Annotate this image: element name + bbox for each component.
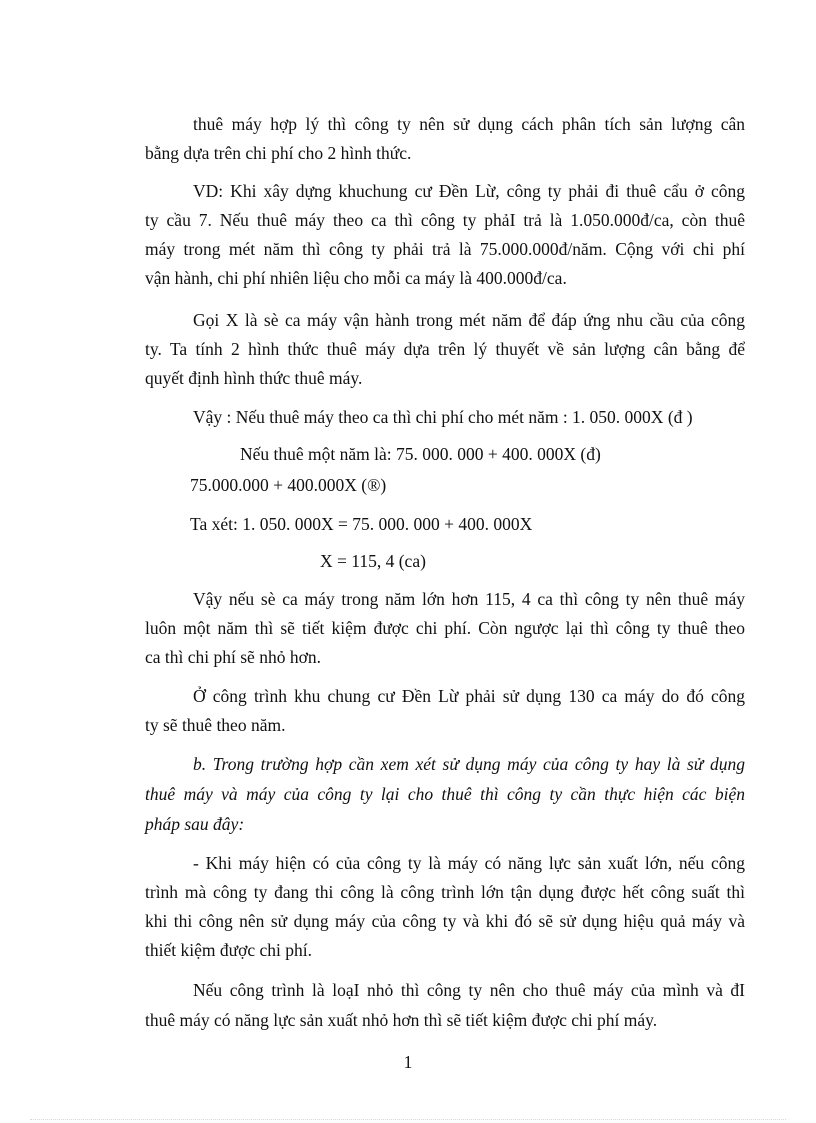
page-number: 1 xyxy=(403,1052,413,1072)
text-line: VD: Khi xây dựng khuchung cư Đền Lừ, công ty phải đi thuê cẩu ở công xyxy=(193,181,745,201)
text-line: quyết định hình thức thuê máy. xyxy=(145,368,363,388)
page-divider xyxy=(30,1119,786,1120)
text-line: thuê máy có năng lực sản xuất nhỏ hơn thì sẽ tiết kiệm được chi phí máy. xyxy=(145,1010,658,1030)
text-line: ca thì chi phí sẽ nhỏ hơn. xyxy=(145,647,321,667)
italic-text-line: pháp sau đây: xyxy=(145,814,245,834)
text-line: Vậy nếu sè ca máy trong năm lớn hơn 115, 4 ca thì công ty nên thuê máy xyxy=(193,589,745,609)
text-line: ty. Ta tính 2 hình thức thuê máy dựa trên lý thuyết về sản lượng cân bằng để xyxy=(145,339,745,359)
text-line: thiết kiệm được chi phí. xyxy=(145,940,312,960)
text-line: ty sẽ thuê theo năm. xyxy=(145,715,286,735)
text-line: 75.000.000 + 400.000X (®) xyxy=(190,475,387,495)
text-line: Nếu thuê một năm là: 75. 000. 000 + 400. 000X (đ) xyxy=(240,444,601,464)
text-line: Ta xét: 1. 050. 000X = 75. 000. 000 + 400. 000X xyxy=(190,514,533,534)
text-line: khi thi công nên sử dụng máy của công ty và khi đó sẽ sử dụng hiệu quả máy và xyxy=(145,911,745,931)
text-line: thuê máy hợp lý thì công ty nên sử dụng cách phân tích sản lượng cân xyxy=(193,114,745,134)
text-line: X = 115, 4 (ca) xyxy=(320,551,426,571)
text-line: Vậy : Nếu thuê máy theo ca thì chi phí cho mét năm : 1. 050. 000X (đ ) xyxy=(193,407,693,427)
text-line: máy trong mét năm thì công ty phải trả là 75.000.000đ/năm. Cộng với chi phí xyxy=(145,239,745,259)
italic-text-line: b. Trong trường hợp cần xem xét sử dụng máy của công ty hay là sử dụng xyxy=(193,754,745,774)
text-line: trình mà công ty đang thi công là công trình lớn tận dụng được hết công suất thì xyxy=(145,882,745,902)
text-line: Nếu công trình là loạI nhỏ thì công ty nên cho thuê máy của mình và đI xyxy=(193,980,745,1000)
italic-text-line: thuê máy và máy của công ty lại cho thuê thì công ty cần thực hiện các biện xyxy=(145,784,745,804)
text-line: ty cầu 7. Nếu thuê máy theo ca thì công ty phảI trả là 1.050.000đ/ca, còn thuê xyxy=(145,210,745,230)
text-line: - Khi máy hiện có của công ty là máy có năng lực sản xuất lớn, nếu công xyxy=(193,853,745,873)
text-line: bằng dựa trên chi phí cho 2 hình thức. xyxy=(145,143,412,163)
text-line: Ở công trình khu chung cư Đền Lừ phải sử dụng 130 ca máy do đó công xyxy=(193,686,745,706)
text-line: luôn một năm thì sẽ tiết kiệm được chi phí. Còn ngược lại thì công ty thuê theo xyxy=(145,618,745,638)
text-line: vận hành, chi phí nhiên liệu cho mỗi ca máy là 400.000đ/ca. xyxy=(145,268,567,288)
text-line: Gọi X là sè ca máy vận hành trong mét năm để đáp ứng nhu cầu của công xyxy=(193,310,745,330)
